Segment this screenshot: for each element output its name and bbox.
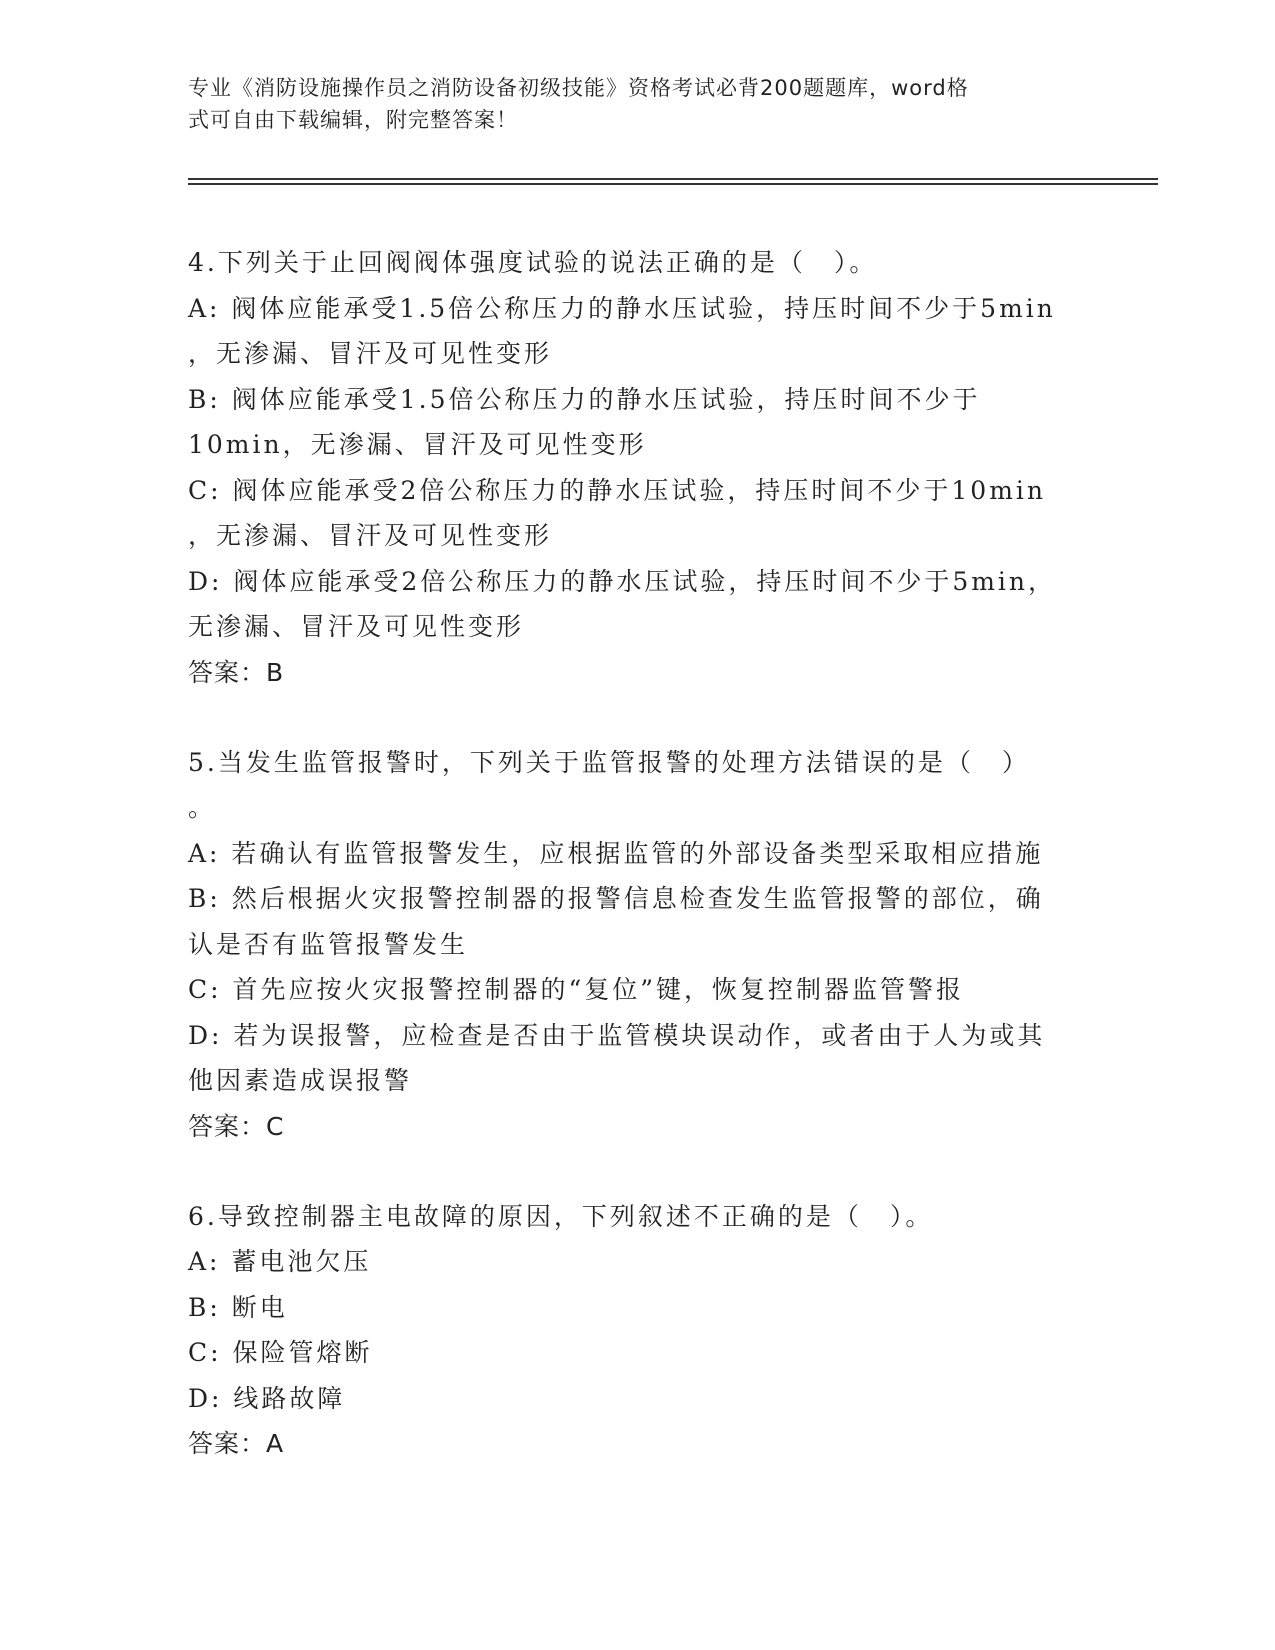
option-c: C: 保险管熔断 — [188, 1338, 373, 1367]
header-divider-bottom — [188, 183, 1158, 185]
question-text: 6.导致控制器主电故障的原因，下列叙述不正确的是（ ）。 — [188, 1201, 934, 1231]
question-5 — [188, 740, 1088, 1150]
option-a: A: 阀体应能承受1.5倍公称压力的静水压试验，持压时间不少于5min — [188, 293, 1056, 323]
option-b: B: 断电 — [188, 1292, 288, 1322]
option-c-cont: ，无渗漏、冒汗及可见性变形 — [188, 521, 553, 550]
option-d-cont: 无渗漏、冒汗及可见性变形 — [188, 612, 525, 641]
option-c: C: 阀体应能承受2倍公称压力的静水压试验，持压时间不少于10min — [188, 475, 1047, 505]
answer: 答案：C — [188, 1111, 285, 1141]
question-list — [188, 240, 1088, 1511]
option-a: A: 蓄电池欠压 — [188, 1247, 372, 1276]
option-d: D: 线路故障 — [188, 1383, 346, 1413]
header-line-2: 式可自由下载编辑，附完整答案！ — [188, 108, 518, 132]
question-text-cont: 。 — [188, 793, 217, 822]
header-divider-top — [188, 178, 1158, 180]
question-4 — [188, 240, 1088, 696]
option-b-cont: 认是否有监管报警发生 — [188, 929, 469, 959]
header-line-1: 专业《消防设施操作员之消防设备初级技能》资格考试必背200题题库，word格 — [188, 76, 969, 100]
option-d-cont: 他因素造成误报警 — [188, 1066, 413, 1095]
option-b: B: 然后根据火灾报警控制器的报警信息检查发生监管报警的部位，确 — [188, 884, 1044, 913]
option-b: B: 阀体应能承受1.5倍公称压力的静水压试验，持压时间不少于 — [188, 384, 981, 414]
question-6 — [188, 1194, 1088, 1468]
option-c: C: 首先应按火灾报警控制器的“复位”键，恢复控制器监管警报 — [188, 975, 965, 1004]
question-text: 4.下列关于止回阀阀体强度试验的说法正确的是（ ）。 — [188, 248, 878, 277]
answer: 答案：A — [188, 1429, 285, 1458]
document-header — [188, 72, 1068, 136]
option-d: D: 阀体应能承受2倍公称压力的静水压试验，持压时间不少于5min， — [188, 566, 1057, 596]
option-d: D: 若为误报警，应检查是否由于监管模块误动作，或者由于人为或其 — [188, 1020, 1046, 1050]
option-a-cont: ，无渗漏、冒汗及可见性变形 — [188, 339, 553, 368]
option-a: A: 若确认有监管报警发生，应根据监管的外部设备类型采取相应措施 — [188, 838, 1044, 868]
question-text: 5.当发生监管报警时，下列关于监管报警的处理方法错误的是（ ） — [188, 747, 1030, 777]
answer: 答案：B — [188, 657, 285, 687]
option-b-cont: 10min，无渗漏、冒汗及可见性变形 — [188, 430, 647, 459]
